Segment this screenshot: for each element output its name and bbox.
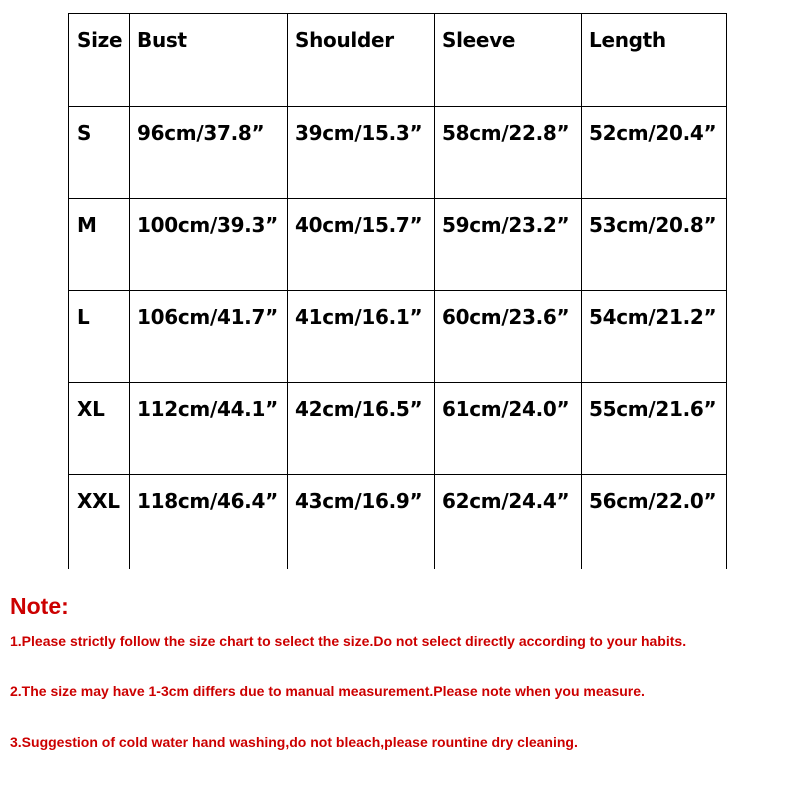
cell-bust: 118cm/46.4” [130, 475, 288, 570]
cell-shoulder: 39cm/15.3” [288, 107, 435, 199]
table-row [69, 107, 727, 199]
table-row [69, 291, 727, 383]
cell-size: XL [69, 383, 130, 475]
cell-shoulder: 41cm/16.1” [288, 291, 435, 383]
cell-size: S [69, 107, 130, 199]
header-bust: Bust [130, 14, 288, 107]
cell-sleeve: 59cm/23.2” [435, 199, 582, 291]
cell-length: 53cm/20.8” [582, 199, 727, 291]
table-row [69, 475, 727, 570]
cell-bust: 100cm/39.3” [130, 199, 288, 291]
size-chart-table [68, 13, 727, 569]
cell-length: 56cm/22.0” [582, 475, 727, 570]
cell-sleeve: 62cm/24.4” [435, 475, 582, 570]
cell-bust: 106cm/41.7” [130, 291, 288, 383]
cell-sleeve: 61cm/24.0” [435, 383, 582, 475]
cell-size: XXL [69, 475, 130, 570]
table-row [69, 383, 727, 475]
table-header-row [69, 14, 727, 107]
note-item: 1.Please strictly follow the size chart to select the size.Do not select directly according to your habits. [10, 633, 687, 649]
table-row [69, 199, 727, 291]
header-shoulder: Shoulder [288, 14, 435, 107]
cell-shoulder: 42cm/16.5” [288, 383, 435, 475]
cell-shoulder: 40cm/15.7” [288, 199, 435, 291]
cell-sleeve: 60cm/23.6” [435, 291, 582, 383]
cell-bust: 112cm/44.1” [130, 383, 288, 475]
note-item: 3.Suggestion of cold water hand washing,do not bleach,please rountine dry cleaning. [10, 734, 578, 750]
header-sleeve: Sleeve [435, 14, 582, 107]
notes-section [0, 583, 800, 800]
cell-length: 55cm/21.6” [582, 383, 727, 475]
cell-shoulder: 43cm/16.9” [288, 475, 435, 570]
cell-bust: 96cm/37.8” [130, 107, 288, 199]
note-title: Note: [10, 593, 69, 619]
cell-sleeve: 58cm/22.8” [435, 107, 582, 199]
cell-length: 52cm/20.4” [582, 107, 727, 199]
cell-size: L [69, 291, 130, 383]
header-size: Size [69, 14, 130, 107]
cell-length: 54cm/21.2” [582, 291, 727, 383]
note-item: 2.The size may have 1-3cm differs due to manual measurement.Please note when you measure. [10, 683, 645, 699]
header-length: Length [582, 14, 727, 107]
cell-size: M [69, 199, 130, 291]
